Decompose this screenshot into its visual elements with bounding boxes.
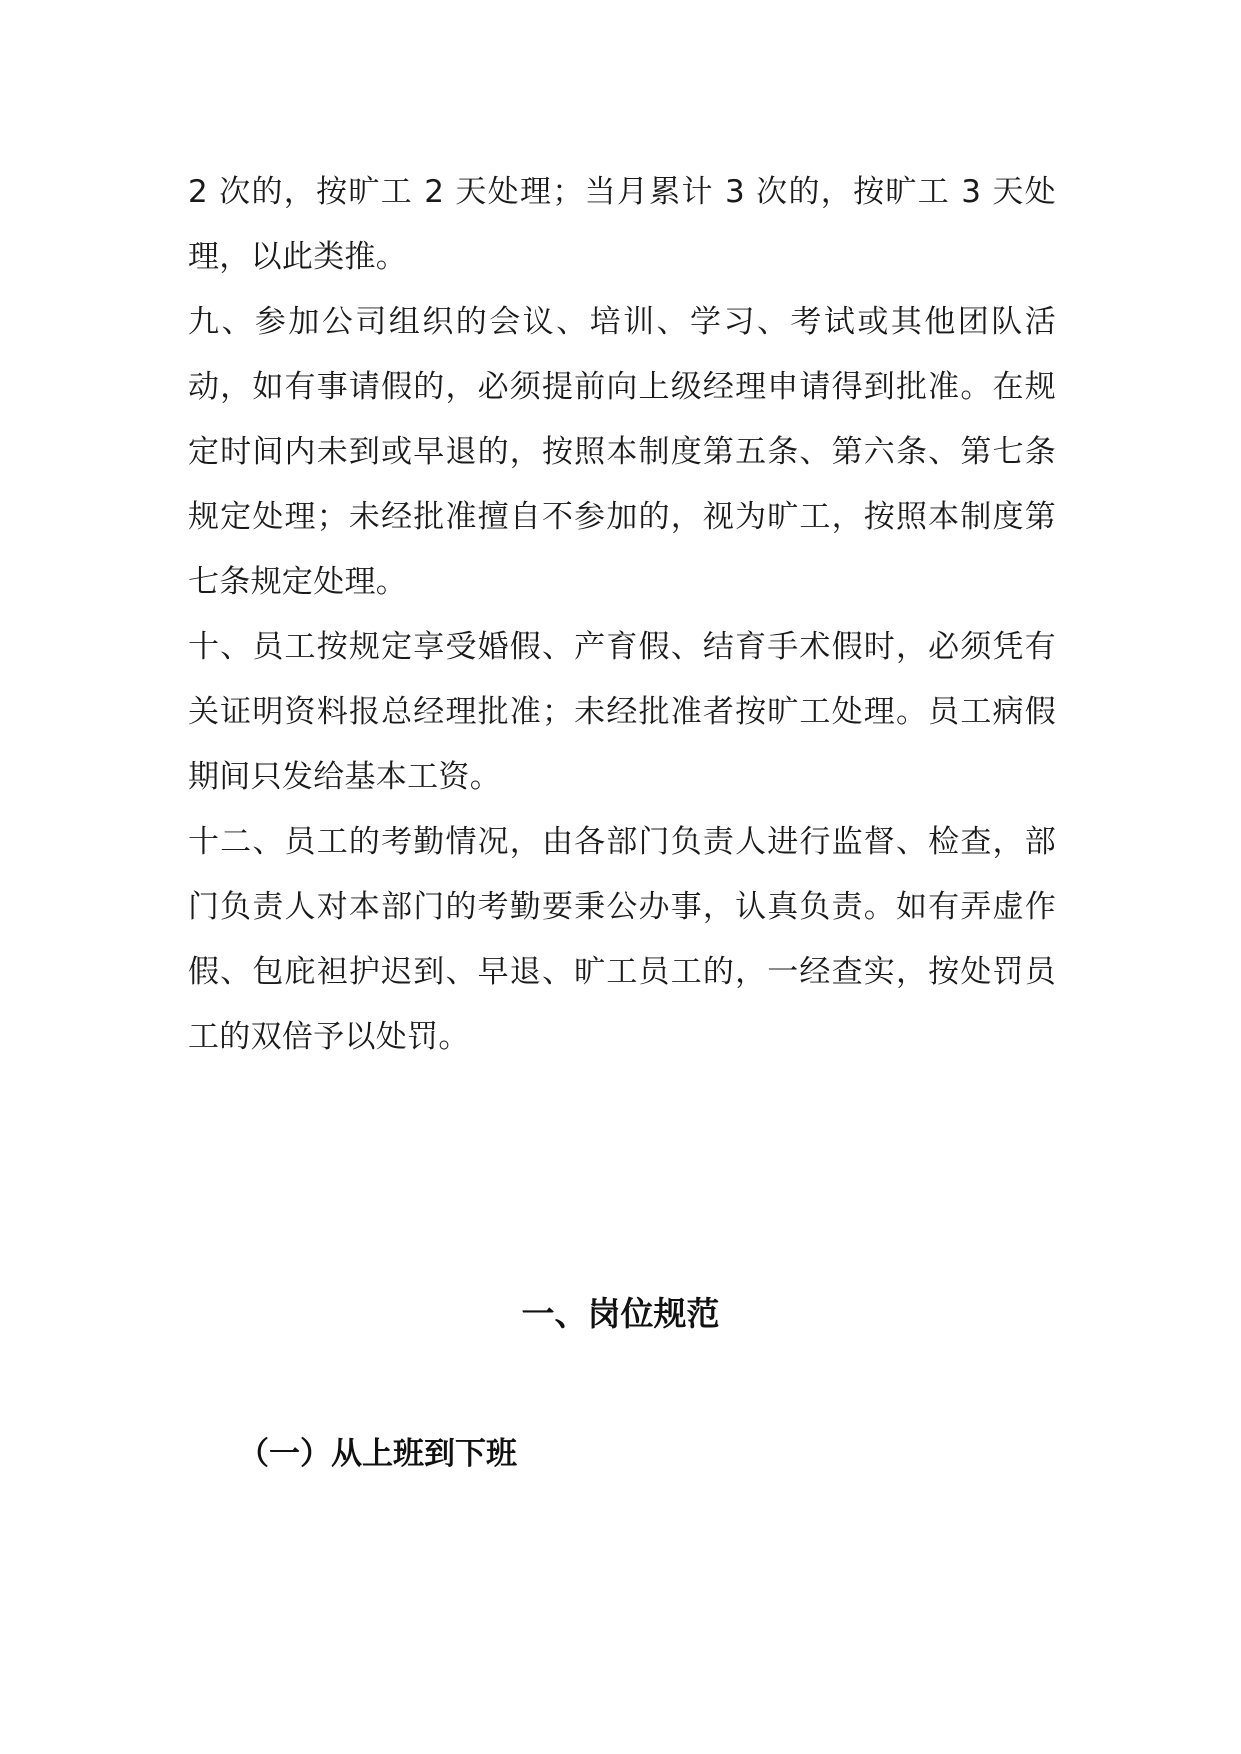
body-text — [188, 160, 1056, 1070]
paragraph-item-10: 十、员工按规定享受婚假、产育假、结育手术假时，必须凭有关证明资料报总经理批准；未经批准者按旷工处理。员工病假期间只发给基本工资。 — [188, 629, 1056, 795]
paragraph-item-9: 九、参加公司组织的会议、培训、学习、考试或其他团队活动，如有事请假的，必须提前向上级经理申请得到批准。在规定时间内未到或早退的，按照本制度第五条、第六条、第七条规定处理；未经批准擅自不参加的，视为旷工，按照本制度第七条规定处理。 — [188, 304, 1056, 600]
paragraph-continuation: 2 次的，按旷工 2 天处理；当月累计 3 次的，按旷工 3 天处理，以此类推。 — [188, 174, 1056, 275]
paragraph-item-12: 十二、员工的考勤情况，由各部门负责人进行监督、检查，部门负责人对本部门的考勤要秉公办事，认真负责。如有弄虚作假、包庇袒护迟到、早退、旷工员工的，一经查实，按处罚员工的双倍予以处罚。 — [188, 824, 1056, 1055]
section-title: 一、岗位规范 — [521, 1294, 720, 1333]
subsection-title: （一）从上班到下班 — [238, 1436, 517, 1472]
